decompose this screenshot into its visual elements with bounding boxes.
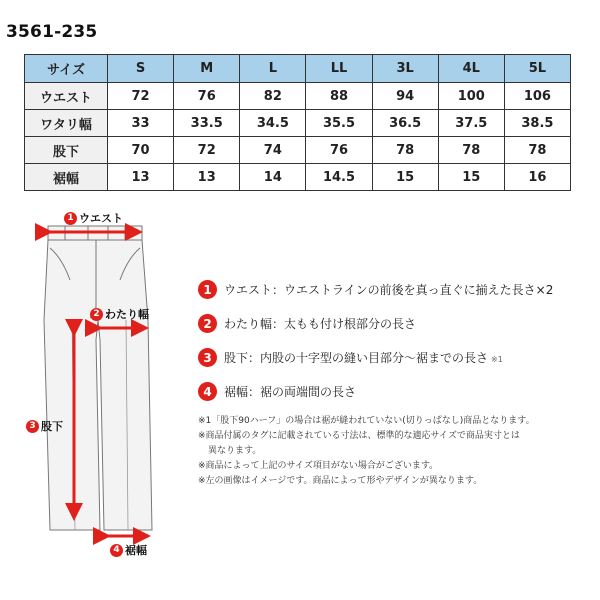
footnote-mark: ※1 [491,355,503,364]
header-cell: M [174,55,240,83]
legend-text [224,383,356,400]
table-cell: 100 [438,83,504,110]
note-line: ※1「股下90ハーフ」の場合は裾が縫われていない(切りっぱなし)商品となります。 [198,416,535,426]
label-text: 裾幅 [125,544,147,557]
legend-term: 裾幅 [224,385,249,399]
table-cell: 70 [108,137,174,164]
number-badge: 3 [26,420,39,433]
table-cell: 36.5 [372,110,438,137]
note-line: ※商品付属のタグに記載されている寸法は、標準的な適応サイズで商品実寸とは [198,431,520,441]
pants-diagram [20,200,190,580]
header-cell: 4L [438,55,504,83]
table-cell: 37.5 [438,110,504,137]
header-cell: S [108,55,174,83]
table-cell: 35.5 [306,110,372,137]
pants-illustration [20,200,190,580]
number-badge: 4 [198,382,217,401]
row-label: 裾幅 [25,164,108,191]
table-cell: 16 [504,164,570,191]
label-text: ウエスト [79,212,123,225]
table-cell: 13 [174,164,240,191]
legend-item [198,348,503,367]
diagram-label-thigh [90,306,149,322]
diagram-label-waist [64,210,123,226]
number-badge: 3 [198,348,217,367]
table-cell: 82 [240,83,306,110]
table-cell: 78 [438,137,504,164]
note-line: ※商品によって上記のサイズ項目がない場合がございます。 [198,461,439,471]
notes [198,414,588,489]
number-badge: 2 [198,314,217,333]
table-cell: 33 [108,110,174,137]
table-cell: 94 [372,83,438,110]
header-cell: LL [306,55,372,83]
table-cell: 33.5 [174,110,240,137]
legend-text [224,315,416,332]
table-row [25,83,571,110]
table-cell: 14 [240,164,306,191]
table-cell: 15 [372,164,438,191]
table-cell: 34.5 [240,110,306,137]
table-cell: 15 [438,164,504,191]
label-text: 股下 [41,420,63,433]
table-cell: 72 [108,83,174,110]
number-badge: 4 [110,544,123,557]
diagram-label-hem [110,542,147,558]
table-cell: 76 [306,137,372,164]
table-cell: 14.5 [306,164,372,191]
header-cell: L [240,55,306,83]
header-cell: サイズ [25,55,108,83]
legend-text [224,349,503,366]
legend-term: 股下 [224,351,249,365]
size-table [24,54,571,191]
table-row [25,164,571,191]
legend-desc: ：内股の十字型の縫い目部分〜裾までの長さ [248,351,489,365]
legend-desc: ：太もも付け根部分の長さ [272,317,417,331]
legend-item [198,280,553,299]
legend-text [224,281,553,298]
size-table-header-row [25,55,571,83]
table-cell: 78 [372,137,438,164]
legend-desc: ：ウエストラインの前後を真っ直ぐに揃えた長さ×2 [272,283,554,297]
label-text: わたり幅 [105,308,149,321]
note-line: 異なります。 [208,446,262,456]
legend-term: ウエスト [224,283,273,297]
legend-term: わたり幅 [224,317,273,331]
table-row [25,137,571,164]
table-cell: 72 [174,137,240,164]
table-cell: 76 [174,83,240,110]
legend-item [198,314,416,333]
table-cell: 78 [504,137,570,164]
number-badge: 1 [198,280,217,299]
table-cell: 38.5 [504,110,570,137]
note-line: ※左の画像はイメージです。商品によって形やデザインが異なります。 [198,476,483,486]
number-badge: 2 [90,308,103,321]
table-cell: 13 [108,164,174,191]
header-cell: 5L [504,55,570,83]
legend-item [198,382,356,401]
legend-desc: ：裾の両端間の長さ [248,385,357,399]
table-cell: 106 [504,83,570,110]
number-badge: 1 [64,212,77,225]
row-label: ウエスト [25,83,108,110]
header-cell: 3L [372,55,438,83]
row-label: ワタリ幅 [25,110,108,137]
diagram-label-inseam [26,418,63,434]
row-label: 股下 [25,137,108,164]
product-code: 3561-235 [6,22,98,42]
table-cell: 74 [240,137,306,164]
table-row [25,110,571,137]
table-cell: 88 [306,83,372,110]
